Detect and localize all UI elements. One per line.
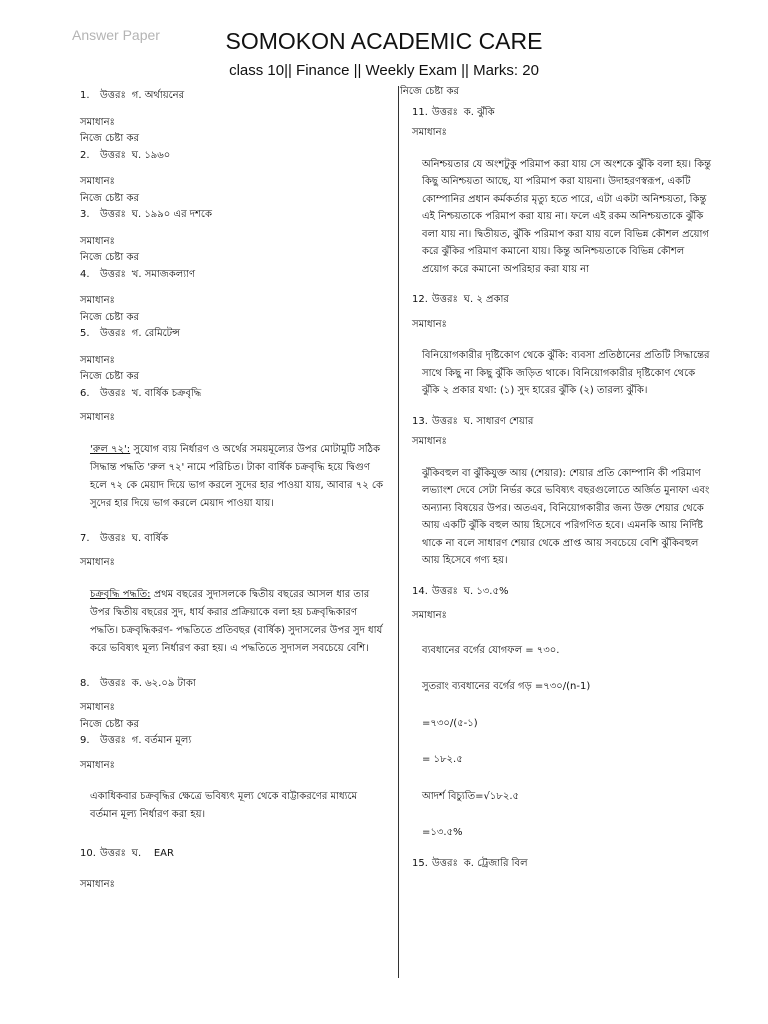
- question-number: 13.: [412, 415, 428, 427]
- answer-line-12: [412, 294, 712, 307]
- explanation-paragraph: ঝুঁকিবহুল বা ঝুঁকিযুক্ত আয় (শেয়ার): শেয়ার প্রতি কোম্পানি কী পরিমাণ লভ্যাংশ দেবে সেটা নির্ভর করে ভবিষ্যৎ বছরগুলোতে অর্জিত মুনাফা এবং অন্যান্য বিষয়ের উপর। অতএব, বিনিয়োগকারীর জন্য উক্ত শেয়ার থেকে আয় একটি ঝুঁকি বহুল আয় হিসেবে পরিগণিত হবে। এমনকি আয় নির্দিষ্ট থাকে না বলে সাধারণ শেয়ার থেকে প্রাপ্ত আয় সবচেয়ে বেশি ঝুঁকিবহুল আয় হিসেবে গণ্য হয়।: [422, 467, 710, 566]
- solution-label: সমাধানঃ: [412, 610, 447, 621]
- question-number: 2.: [80, 149, 90, 161]
- question-number: 7.: [80, 532, 90, 544]
- answer-line-1: [80, 90, 386, 103]
- explanation-paragraph: [90, 441, 386, 513]
- calc-step-1: ব্যবধানের বর্গের যোগফল = ৭৩০.: [422, 644, 560, 656]
- answer-label: উত্তরঃ: [432, 294, 458, 305]
- solution-label: সমাধানঃ: [80, 878, 115, 890]
- term-label: 'রুল ৭২':: [90, 443, 131, 455]
- question-number: 5.: [80, 328, 90, 339]
- answer-label: উত্তরঃ: [100, 735, 126, 746]
- question-number: 15.: [412, 857, 428, 869]
- try-yourself-text: নিজে চেষ্টা কর: [400, 86, 459, 97]
- answer-value: খ. বার্ষিক চক্রবৃদ্ধি: [131, 387, 202, 399]
- try-yourself-text: নিজে চেষ্টা কর: [80, 718, 139, 730]
- question-number: 12.: [412, 294, 428, 305]
- answer-line-2: [80, 150, 386, 163]
- calc-step-3: =৭৩০/(৫-১): [422, 717, 478, 729]
- answer-line-7: [80, 533, 386, 546]
- answer-value: ঘ. ১৯৯০ এর দশকে: [131, 209, 212, 220]
- question-number: 3.: [80, 209, 90, 220]
- explanation-text: প্রথম বছরের সুদাসলকে দ্বিতীয় বছরের আসল ধার তার উপর দ্বিতীয় বছরের সুদ, ধার্য করার প্রক্রিয়াকে বলা হয় চক্রবৃদ্ধিকারণ পদ্ধতি। চক্রবৃদ্ধিকরণ- পদ্ধতিতে প্রতিবছর (বার্ষিক) সুদাসলের উপর সুদ ধার্য করে ভবিষ্যৎ মূল্য নির্ধারণ করা হয়। এ পদ্ধতিতে সুদাসল সবচেয়ে বেশি।: [90, 588, 383, 654]
- answer-label: উত্তরঃ: [100, 328, 126, 339]
- solution-label: সমাধানঃ: [412, 127, 447, 138]
- answer-label: উত্তরঃ: [100, 90, 126, 101]
- solution-label: সমাধানঃ: [80, 759, 115, 771]
- page-title: SOMOKON ACADEMIC CARE: [225, 28, 543, 54]
- answer-label: উত্তরঃ: [432, 857, 458, 869]
- answer-label: উত্তরঃ: [100, 209, 126, 220]
- solution-label: সমাধানঃ: [412, 436, 447, 447]
- question-number: 9.: [80, 735, 90, 746]
- watermark: Answer Paper: [72, 27, 160, 43]
- explanation-paragraph: একাধিকবার চক্রবৃদ্ধির ক্ষেত্রে ভবিষ্যৎ মূল্য থেকে বাট্টাকরণের মাধ্যমে বর্তমান মূল্য নির্ধারণ করা হয়।: [90, 791, 358, 820]
- answer-line-6: [80, 388, 386, 401]
- answer-label: উত্তরঃ: [432, 415, 458, 427]
- question-number: 6.: [80, 387, 90, 399]
- answer-value: গ. রেমিটেন্স: [131, 328, 180, 339]
- question-number: 4.: [80, 268, 90, 280]
- answer-line-10: [80, 848, 386, 861]
- answer-label: উত্তরঃ: [432, 585, 458, 597]
- try-yourself-text: নিজে চেষ্টা কর: [80, 252, 139, 263]
- answer-value: ঘ. বার্ষিক: [131, 532, 169, 544]
- calc-step-2: সুতরাং ব্যবধানের বর্গের গড় =৭৩০/(n-1): [422, 681, 591, 692]
- answer-label: উত্তরঃ: [100, 677, 126, 689]
- try-yourself-text: নিজে চেষ্টা কর: [80, 192, 139, 204]
- calc-step-5: আদর্শ বিচ্যুতি=√১৮২.৫: [422, 790, 519, 802]
- solution-label: সমাধানঃ: [80, 235, 115, 247]
- answer-value: ক. ঝুঁকি: [463, 106, 495, 118]
- calc-step-4: = ১৮২.৫: [422, 754, 463, 765]
- question-number: 8.: [80, 677, 90, 689]
- answer-value: গ. বর্তমান মূল্য: [131, 735, 192, 746]
- solution-label: সমাধানঃ: [80, 116, 115, 128]
- answer-line-4: [80, 269, 386, 282]
- answer-label: উত্তরঃ: [432, 106, 458, 118]
- explanation-paragraph: অনিশ্চয়তার যে অংশটুকু পরিমাপ করা যায় সে অংশকে ঝুঁকি বলা হয়। কিন্তু কিছু অনিশ্চয়তা আছে, যা পরিমাপ করা যায়না। উদাহরণস্বরূপ, একটি কোম্পানির প্রধান কর্মকর্তার মৃত্যু হতে পারে, এটা একটা অনিশ্চয়তা, কিন্তু এই নিশ্চয়তাকে পরিমাপ করা যায় না। ফলে এই রকম অনিশ্চয়তাকে ঝুঁকি বলা যায় না। দ্বিতীয়ত, ঝুঁকি পরিমাপ করা যায় বলে বিভিন্ন কৌশল প্রয়োগ করে ঝুঁকির পরিমাণ কমানো যায়। কিন্তু অনিশ্চয়তাকে বিভিন্ন কৌশল প্রয়োগ করে কমানো অপরিহার করা যায় না: [422, 158, 712, 275]
- question-number: 10.: [80, 848, 96, 859]
- answer-line-15: [412, 858, 712, 871]
- answer-line-9: [80, 735, 386, 748]
- answer-value: ঘ. সাধারণ শেয়ার: [463, 415, 534, 427]
- explanation-paragraph: বিনিয়োগকারীর দৃষ্টিকোণ থেকে ঝুঁকি: ব্যবসা প্রতিষ্ঠানের প্রতিটি সিদ্ধান্তের সাথে কিছু না কিছু ঝুঁকি জড়িত থাকে। বিনিয়োগকারীর দৃষ্টিকোণ থেকে ঝুঁকি ২ প্রকার যথা: (১) সুদ হারের ঝুঁকি (২) তারল্য ঝুঁকি।: [422, 350, 710, 396]
- column-divider: [398, 86, 399, 978]
- try-yourself-text: নিজে চেষ্টা কর: [80, 311, 139, 323]
- left-column: [80, 86, 386, 891]
- answer-line-14: [412, 586, 712, 599]
- try-yourself-text: নিজে চেষ্টা কর: [80, 133, 139, 144]
- answer-value: ক. ট্রেজারি বিল: [463, 857, 528, 869]
- explanation-text: সুযোগ ব্যয় নির্ধারণ ও অর্থের সময়মূল্যের উপর মোটামুটি সঠিক সিদ্ধান্ত পদ্ধতি 'রুল ৭২' নামে পরিচিত। টাকা বার্ষিক চক্রবৃদ্ধি হয়ে দ্বিগুণ হলে ৭২ কে মেয়াদ দিয়ে ভাগ করলে সুদের হার পাওয়া যায়, আবার ৭২ কে সুদের হার দিয়ে ভাগ করলে মেয়াদ পাওয়া যায়।: [90, 443, 383, 509]
- answer-label: উত্তরঃ: [100, 268, 126, 280]
- answer-value: ঘ. ১৩.৫%: [463, 585, 509, 597]
- answer-value: ঘ. ১৯৬০: [131, 149, 171, 161]
- right-column: [400, 86, 712, 870]
- solution-label: সমাধানঃ: [80, 295, 115, 306]
- answer-value: ক. ৬২.০৯ টাকা: [131, 677, 196, 689]
- answer-line-5: [80, 328, 386, 341]
- answer-label: উত্তরঃ: [100, 387, 126, 399]
- answer-line-13: [412, 416, 712, 429]
- answer-label: উত্তরঃ: [100, 848, 126, 859]
- exam-subtitle: class 10|| Finance || Weekly Exam || Marks: 20: [229, 62, 539, 79]
- answer-value: ঘ. EAR: [131, 848, 174, 859]
- answer-value: ঘ. ২ প্রকার: [463, 294, 509, 305]
- solution-label: সমাধানঃ: [80, 557, 115, 568]
- question-number: 14.: [412, 585, 428, 597]
- solution-label: সমাধানঃ: [80, 412, 115, 423]
- answer-value: খ. সমাজকল্যাণ: [131, 268, 196, 280]
- answer-label: উত্তরঃ: [100, 532, 126, 544]
- answer-line-3: [80, 209, 386, 222]
- question-number: 1.: [80, 90, 90, 101]
- solution-label: সমাধানঃ: [80, 176, 115, 187]
- answer-value: গ. অর্থায়নের: [131, 90, 185, 101]
- calc-step-6: =১৩.৫%: [422, 827, 463, 838]
- explanation-paragraph: [90, 586, 386, 658]
- answer-line-8: [80, 678, 386, 691]
- try-yourself-text: নিজে চেষ্টা কর: [80, 371, 139, 382]
- question-number: 11.: [412, 106, 428, 118]
- term-label: চক্রবৃদ্ধি পদ্ধতি:: [90, 588, 151, 600]
- answer-label: উত্তরঃ: [100, 149, 126, 161]
- solution-label: সমাধানঃ: [80, 702, 115, 713]
- solution-label: সমাধানঃ: [80, 354, 115, 366]
- answer-line-11: [412, 107, 712, 120]
- solution-label: সমাধানঃ: [412, 318, 447, 330]
